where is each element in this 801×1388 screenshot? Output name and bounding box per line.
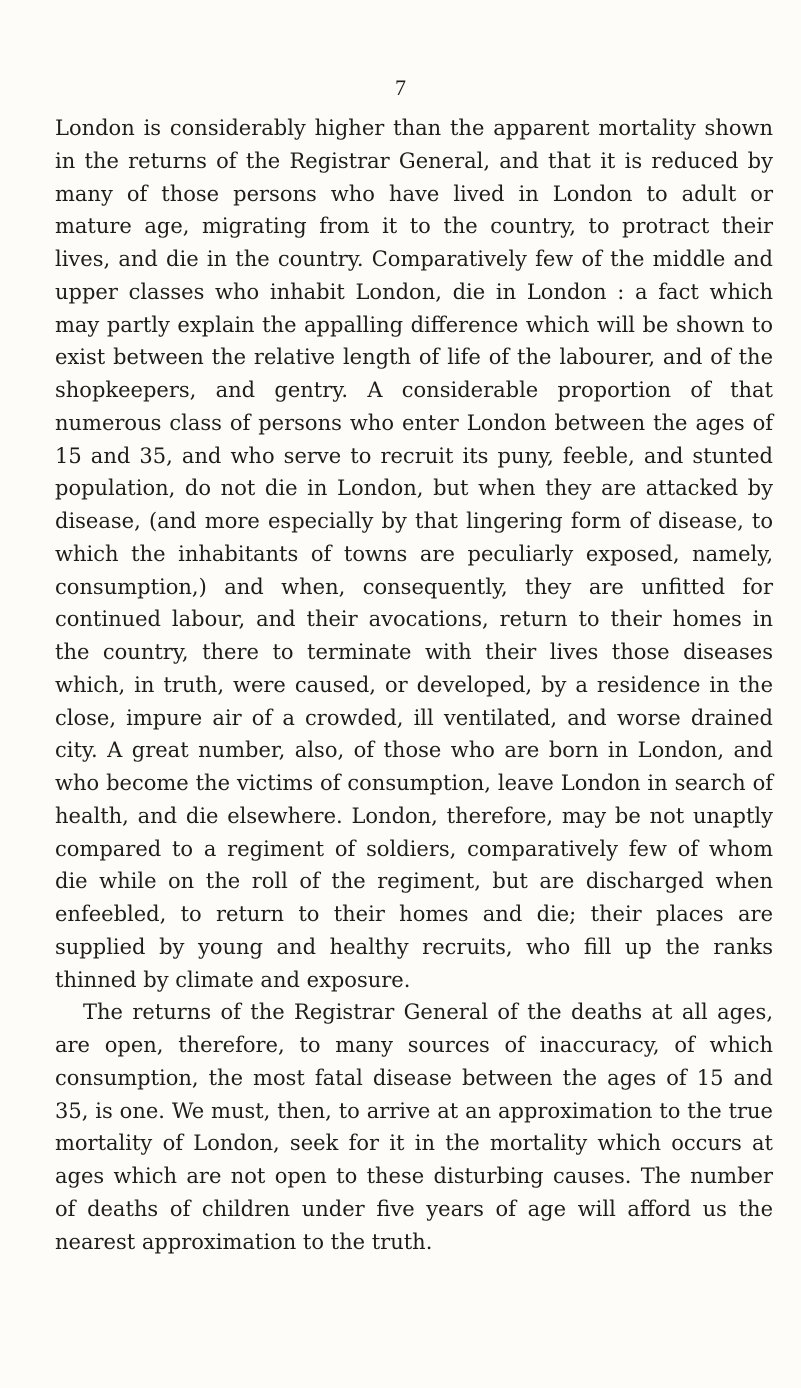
- paragraph-1: London is considerably higher than the apparent mortality shown in the returns of the Registrar General, and that it is reduced by many of those persons who have lived in London to adult or mature age, migrating from it to the country, to protract their lives, and die in the country. Comparatively few of the middle and upper classes who inhabit London, die in London : a fact which may partly explain the appalling difference which will be shown to exist between the relative length of life of the labourer, and of the shopkeepers, and gentry. A considerable proportion of that numerous class of persons who enter London between the ages of 15 and 35, and who serve to recruit its puny, feeble, and stunted population, do not die in London, but when they are attacked by disease, (and more especially by that lingering form of disease, to which the inhabitants of towns are peculiarly exposed, namely, consumption,) and when, consequently, they are unfitted for continued labour, and their avocations, return to their homes in the country, there to terminate with their lives those diseases which, in truth, were caused, or developed, by a residence in the close, impure air of a crowded, ill ventilated, and worse drained city. A great number, also, of those who are born in London, and who become the victims of consumption, leave London in search of health, and die elsewhere. London, therefore, may be not unaptly compared to a regiment of soldiers, comparatively few of whom die while on the roll of the regiment, but are discharged when enfeebled, to return to their homes and die; their places are supplied by young and healthy recruits, who fill up the ranks thinned by climate and exposure.: [55, 116, 773, 992]
- paragraph-2: The returns of the Registrar General of the deaths at all ages, are open, therefore, to many sources of inaccuracy, of which consumption, the most fatal disease between the ages of 15 and 35, is one. We must, then, to arrive at an approximation to the true mortality of London, seek for it in the mortality which occurs at ages which are not open to these disturbing causes. The number of deaths of children under five years of age will afford us the nearest approximation to the truth.: [55, 1000, 773, 1254]
- page-number: 7: [395, 75, 406, 100]
- body-text: [55, 112, 773, 1258]
